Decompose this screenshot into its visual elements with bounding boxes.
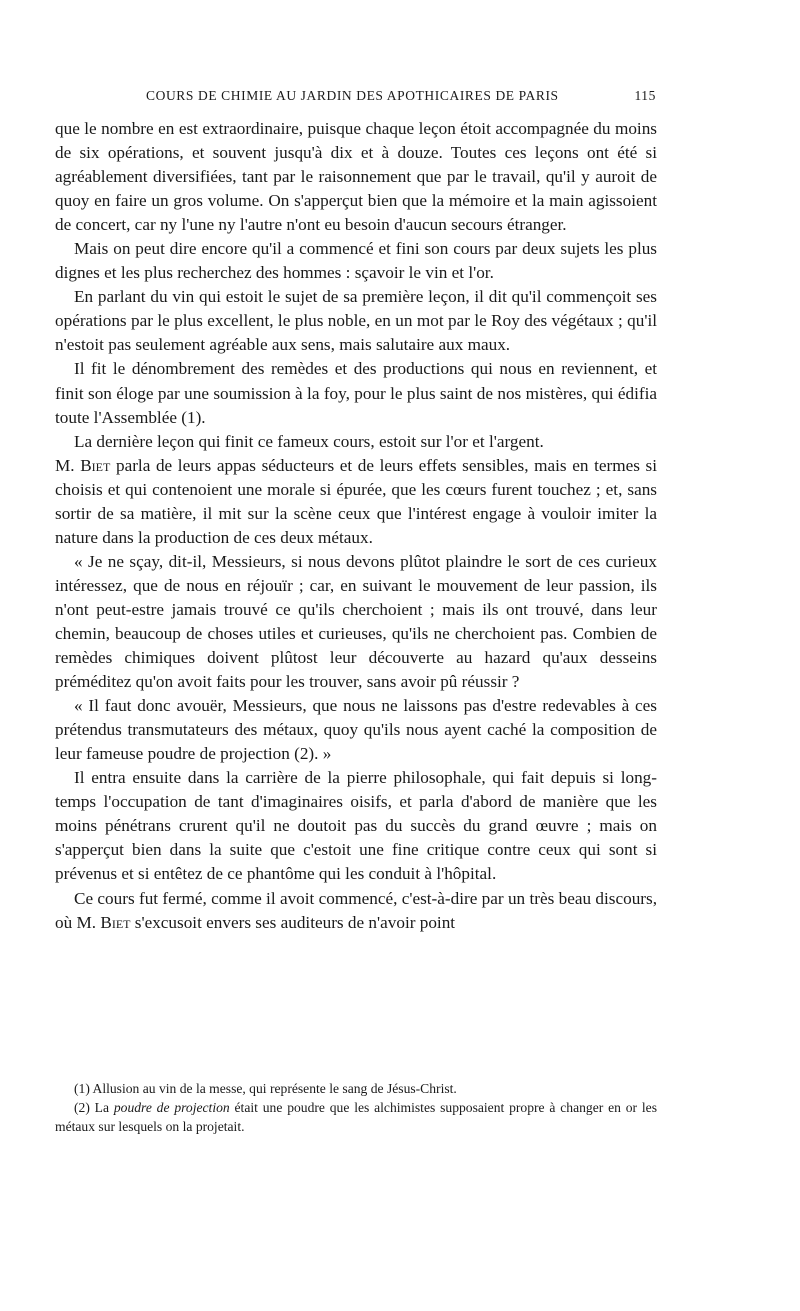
running-title: COURS DE CHIMIE AU JARDIN DES APOTHICAIRES DE PARIS: [146, 88, 559, 103]
paragraph-text: Il fit le dénombrement des remèdes et des productions qui nous en reviennent, et finit son éloge par une soumission à la foy, pour le plus saint de nos mistères, qui édifia toute l'Assemblée (1).: [55, 359, 657, 427]
paragraph: [55, 454, 657, 550]
footnote-text: La: [89, 1100, 114, 1115]
paragraph: [55, 550, 657, 694]
person-name: Biet: [100, 912, 131, 932]
running-head: [146, 88, 656, 108]
paragraph: [55, 430, 657, 454]
paragraph-text: En parlant du vin qui estoit le sujet de sa première leçon, il dit qu'il commençoit ses opérations par le plus excellent, le plus noble, en un mot par le Roy des végétaux ; qu'il n'estoit pas seulement agréable aux sens, mais salutaire aux maux.: [55, 287, 657, 355]
paragraph-text: que le nombre en est extraordinaire, puisque chaque leçon étoit accompagnée du moins de six opérations, et souvent jusqu'à dix et à douze. Toutes ces leçons ont été si agréablement diversifiées, tant par le raisonnement que par le travail, qu'il y auroit de quoy en faire un gros volume. On s'apperçut bien que la mémoire et la main agissoient de concert, car ny l'une ny l'autre n'ont eu besoin d'aucun secours étranger.: [55, 119, 657, 235]
paragraph: [55, 357, 657, 429]
paragraph: [55, 237, 657, 285]
paragraph-text: parla de leurs appas séducteurs et de leurs effets sensibles, mais en termes si choisis et qui contenoient une morale si épurée, que les cœurs furent touchez ; et, sans sortir de sa matière, il mit sur la scène ceux que l'intérest engage à vouloir imiter la nature dans la production de ces deux métaux.: [55, 455, 657, 547]
paragraph-text: s'excusoit envers ses auditeurs de n'avoir point: [130, 912, 456, 932]
body-text: [55, 117, 657, 935]
footnote: [55, 1098, 657, 1136]
paragraph-text: « Il faut donc avouër, Messieurs, que nous ne laissons pas d'estre redevables à ces prétendus transmutateurs des métaux, quoy qu'ils nous ayent caché la composition de leur fameuse poudre de projection (2). »: [55, 696, 657, 764]
footnote-text: était une poudre que les alchimistes supposaient propre à changer en or les métaux sur lesquels on la projetait.: [55, 1100, 657, 1134]
paragraph: [55, 117, 657, 237]
paragraph: [55, 285, 657, 357]
paragraph-text: Ce cours fut fermé, comme il avoit commencé, c'est-à-dire par un très beau discours, où M.: [55, 888, 657, 932]
paragraph-text: M.: [55, 455, 81, 475]
footnote: [55, 1079, 657, 1098]
paragraph: [55, 887, 657, 935]
footnotes: [55, 1079, 657, 1136]
footnote-term: poudre de projection: [113, 1100, 230, 1115]
paragraph-text: Mais on peut dire encore qu'il a commencé et fini son cours par deux sujets les plus dignes et les plus recherchez des hommes : sçavoir le vin et l'or.: [55, 239, 657, 283]
paragraph-text: La dernière leçon qui finit ce fameux cours, estoit sur l'or et l'argent.: [74, 431, 544, 451]
paragraph-text: Il entra ensuite dans la carrière de la pierre philosophale, qui fait depuis si long-temps l'occupation de tant d'imaginaires oisifs, et parla d'abord de manière que les moins pénétrans crurent qu'il ne doutoit pas du succès du grand œuvre ; mais on s'apperçut bien dans la suite que c'estoit une fine critique contre ceux qui sont si prévenus et si entêtez de ce phantôme qui les conduit à l'hôpital.: [55, 768, 657, 884]
footnote-marker: (1): [74, 1081, 90, 1096]
paragraph: [55, 766, 657, 886]
paragraph: [55, 694, 657, 766]
footnote-text: Allusion au vin de la messe, qui représente le sang de Jésus-Christ.: [89, 1081, 457, 1096]
person-name: Biet: [80, 455, 111, 475]
page-number: 115: [634, 88, 656, 103]
paragraph-text: « Je ne sçay, dit-il, Messieurs, si nous devons plûtot plaindre le sort de ces curieux intéressez, que de nous en réjouïr ; car, en suivant le mouvement de leur passion, ils n'ont peut-estre jamais trouvé ce qu'ils cherchoient ; mais ils ont trouvé, dans leur chemin, beaucoup de choses utiles et curieuses, qu'ils ne cherchoient pas. Combien de remèdes chimiques doivent plûtost leur découverte au hazard qu'aux desseins préméditez qu'on avoit faits pour les trouver, sans avoir pû réussir ?: [55, 551, 657, 692]
footnote-marker: (2): [74, 1100, 90, 1115]
